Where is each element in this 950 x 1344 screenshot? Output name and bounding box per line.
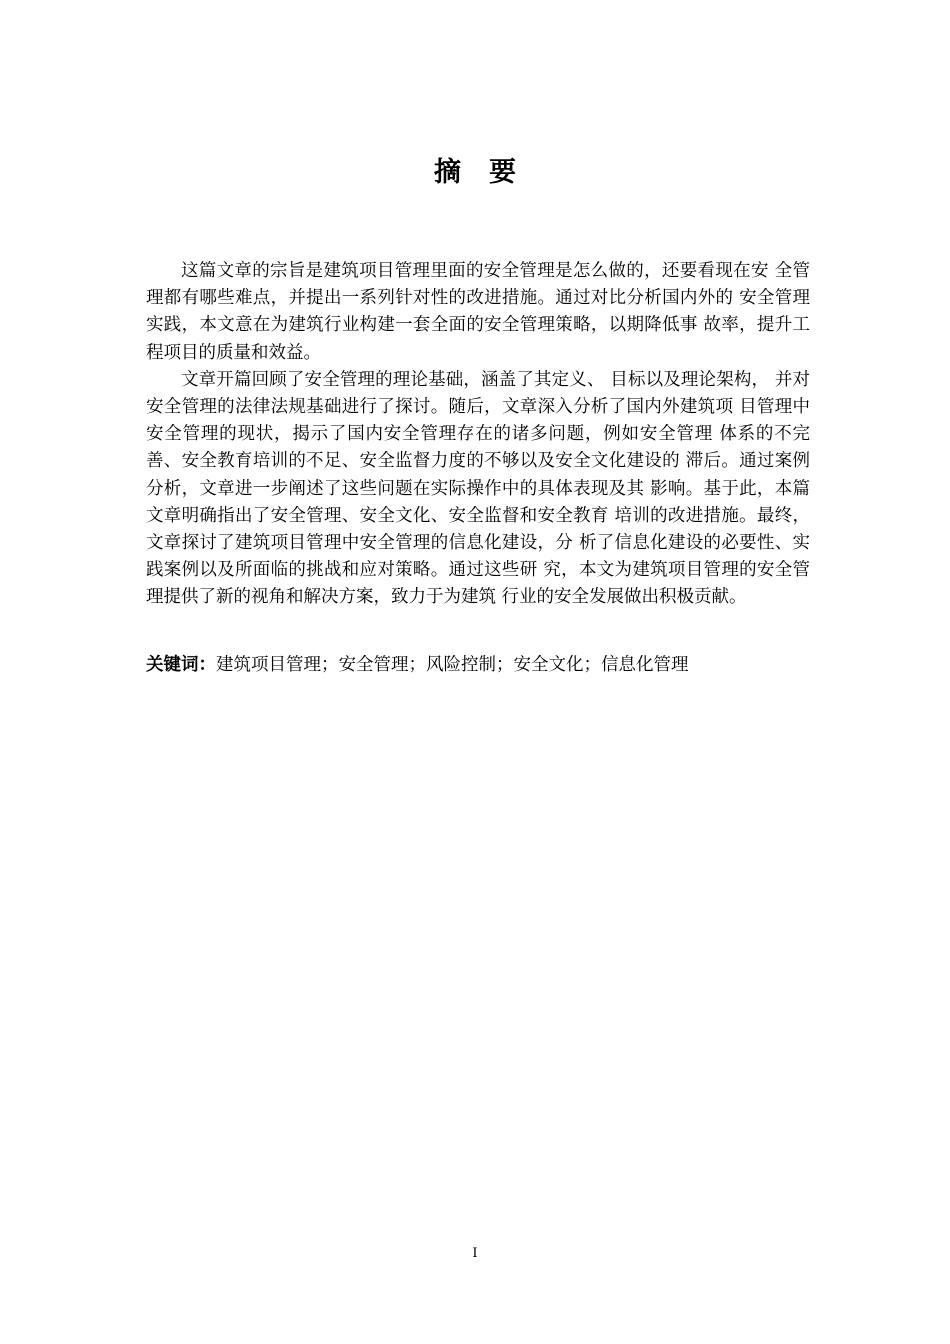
abstract-paragraph-2: 文章开篇回顾了安全管理的理论基础，涵盖了其定义、 目标以及理论架构， 并对安全管理的法律法规基础进行了探讨。随后，文章深入分析了国内外建筑项 目管理中安全管理的现状，揭示了国内安全管理存在的诸多问题，例如安全管理 体系的不完善、安全教育培训的不足、安全监督力度的不够以及安全文化建设的 滞后。通过案例分析，文章进一步阐述了这些问题在实际操作中的具体表现及其 影响。基于此，本篇文章明确指出了安全管理、安全文化、安全监督和安全教育 培训的改进措施。最终，文章探讨了建筑项目管理中安全管理的信息化建设，分 析了信息化建设的必要性、实践案例以及所面临的挑战和应对策略。通过这些研 究，本文为建筑项目管理的安全管理提供了新的视角和解决方案，致力于为建筑 行业的安全发展做出积极贡献。 bbox=[146, 369, 810, 608]
page-number: I bbox=[472, 1246, 478, 1261]
keywords-label: 关键词： bbox=[146, 655, 216, 675]
abstract-title-char-1: 摘 bbox=[434, 157, 461, 188]
keywords-text: 建筑项目管理；安全管理；风险控制；安全文化；信息化管理 bbox=[216, 655, 689, 675]
abstract-body bbox=[146, 258, 810, 612]
abstract-title-char-2: 要 bbox=[489, 157, 516, 188]
abstract-title bbox=[0, 155, 950, 191]
keywords-line bbox=[146, 652, 810, 679]
abstract-paragraph-1: 这篇文章的宗旨是建筑项目管理里面的安全管理是怎么做的，还要看现在安 全管理都有哪些难点，并提出一系列针对性的改进措施。通过对比分析国内外的 安全管理实践，本文意在为建筑行业构建一套全面的安全管理策略，以期降低事 故率，提升工程项目的质量和效益。 bbox=[146, 261, 810, 363]
